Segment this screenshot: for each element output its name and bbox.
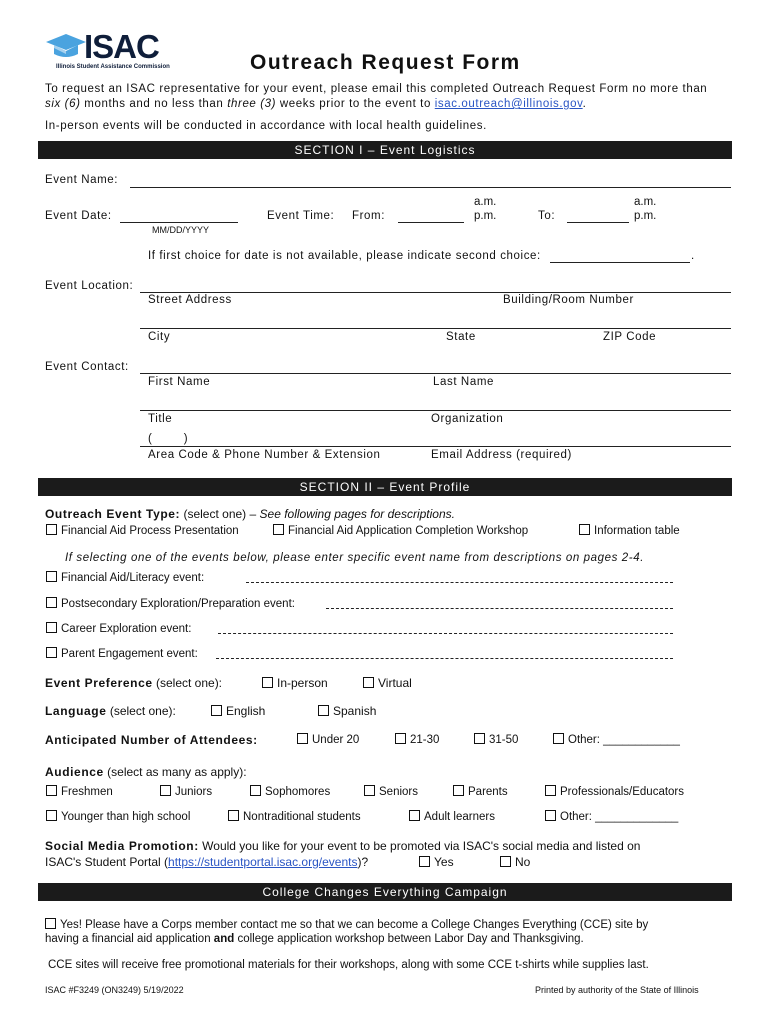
contact-name-field[interactable]	[140, 373, 731, 374]
option-label: Parents	[468, 786, 508, 798]
contact-title-field[interactable]	[140, 410, 731, 411]
intro-line-1: To request an ISAC representative for your event, please email this completed Outreach Request Form no more than	[45, 83, 708, 95]
event-date-label: Event Date:	[45, 210, 112, 222]
event-type-select: (select one) –	[180, 507, 260, 521]
option-label: In-person	[277, 676, 328, 690]
intro-three: three (3)	[227, 98, 277, 110]
option-label: Adult learners	[424, 811, 495, 823]
event-name-4-field[interactable]	[216, 658, 673, 659]
audience-adult[interactable]	[409, 810, 495, 823]
second-choice-label: If first choice for date is not available, please indicate second choice:	[148, 250, 541, 262]
type-option-label: Financial Aid Application Completion Workshop	[288, 525, 529, 537]
attendees-other[interactable]	[553, 733, 680, 746]
checkbox[interactable]	[46, 571, 57, 582]
option-label: Spanish	[333, 704, 377, 718]
option-label: Other: _____________	[560, 811, 679, 823]
option-label: Other: ____________	[568, 734, 680, 746]
checkbox[interactable]	[46, 524, 57, 535]
notice: In-person events will be conducted in accordance with local health guidelines.	[45, 120, 487, 132]
event-type-label: Outreach Event Type:	[45, 507, 181, 521]
audience-professionals[interactable]	[545, 785, 684, 798]
cce-header: College Changes Everything Campaign	[38, 883, 732, 901]
checkbox[interactable]	[46, 647, 57, 658]
social-yes[interactable]	[419, 855, 454, 869]
attendees-label: Anticipated Number of Attendees:	[45, 733, 258, 747]
from-am[interactable]: a.m.	[474, 196, 497, 208]
last-name-label: Last Name	[433, 376, 495, 388]
event-name-field[interactable]	[130, 187, 731, 188]
social-line-1	[45, 839, 640, 853]
option-label: Professionals/Educators	[560, 786, 685, 798]
checkbox[interactable]	[297, 733, 308, 744]
isac-logo	[44, 28, 184, 74]
attendees-31-50[interactable]	[474, 733, 518, 746]
to-label: To:	[538, 210, 556, 222]
from-time-field[interactable]	[398, 222, 464, 223]
option-label: Younger than high school	[61, 811, 191, 823]
checkbox[interactable]	[553, 733, 564, 744]
checkbox[interactable]	[46, 597, 57, 608]
option-label: Freshmen	[61, 786, 113, 798]
social-text-2: ISAC's Student Portal (	[45, 855, 169, 869]
audience-parents[interactable]	[453, 785, 508, 798]
event-option-2[interactable]	[46, 597, 295, 610]
event-name-label: Event Name:	[45, 174, 119, 186]
event-date-field[interactable]	[120, 222, 238, 223]
social-text: Would you like for your event to be promoted via ISAC's social media and listed on	[198, 839, 641, 853]
social-line-2	[45, 855, 368, 869]
second-choice-period: .	[691, 250, 695, 262]
intro-line-2	[45, 98, 586, 110]
checkbox[interactable]	[211, 705, 222, 716]
to-am[interactable]: a.m.	[634, 196, 657, 208]
checkbox[interactable]	[46, 810, 57, 821]
language-spanish[interactable]	[318, 704, 376, 718]
cce-and: and	[213, 933, 235, 945]
audience-sophomores[interactable]	[250, 785, 330, 798]
audience-line	[45, 765, 247, 779]
to-time-field[interactable]	[567, 222, 629, 223]
checkbox[interactable]	[250, 785, 261, 796]
checkbox[interactable]	[474, 733, 485, 744]
cce-text-1[interactable]	[45, 918, 648, 931]
graduation-cap-icon	[44, 32, 88, 62]
form-id: ISAC #F3249 (ON3249) 5/19/2022	[45, 985, 184, 995]
from-label: From:	[352, 210, 386, 222]
checkbox[interactable]	[45, 918, 56, 929]
checkbox[interactable]	[363, 677, 374, 688]
type-option-label: Information table	[594, 525, 680, 537]
checkbox[interactable]	[46, 785, 57, 796]
event-contact-label: Event Contact:	[45, 361, 129, 373]
audience-other[interactable]	[545, 810, 678, 823]
event-time-label: Event Time:	[267, 210, 335, 222]
preference-line	[45, 676, 222, 690]
event-name-2-field[interactable]	[326, 608, 673, 609]
option-label: Nontraditional students	[243, 811, 361, 823]
event-option-1[interactable]	[46, 571, 204, 584]
state-label: State	[446, 331, 476, 343]
section1-header: SECTION I – Event Logistics	[38, 141, 732, 159]
checkbox[interactable]	[262, 677, 273, 688]
event-option-label: Financial Aid/Literacy event:	[61, 572, 205, 584]
option-label: Sophomores	[265, 786, 331, 798]
language-line	[45, 704, 176, 718]
event-option-label: Career Exploration event:	[61, 623, 192, 635]
type-option-label: Financial Aid Process Presentation	[61, 525, 239, 537]
zip-label: ZIP Code	[603, 331, 657, 343]
cce-text: Yes! Please have a Corps member contact me so that we can become a College Changes Everything (CCE) site by	[60, 919, 649, 931]
student-portal-link[interactable]: https://studentportal.isac.org/events	[168, 855, 358, 869]
language-select: (select one):	[106, 704, 176, 718]
preference-select: (select one):	[152, 676, 223, 690]
authority-note: Printed by authority of the State of Illinois	[535, 985, 699, 995]
phone-label: Area Code & Phone Number & Extension	[148, 449, 381, 461]
section2-header: SECTION II – Event Profile	[38, 478, 732, 496]
checkbox[interactable]	[160, 785, 171, 796]
type-option-3[interactable]	[579, 524, 680, 537]
option-label: 21-30	[410, 734, 440, 746]
contact-phone-field[interactable]	[140, 446, 731, 447]
city-label: City	[148, 331, 171, 343]
street-label: Street Address	[148, 294, 232, 306]
event-option-label: Postsecondary Exploration/Preparation event:	[61, 598, 295, 610]
social-no[interactable]	[500, 855, 530, 869]
intro-text-2: weeks prior to the event to	[276, 98, 435, 110]
checkbox[interactable]	[453, 785, 464, 796]
event-option-4[interactable]	[46, 647, 198, 660]
type-option-1[interactable]	[46, 524, 239, 537]
intro-six: six (6)	[45, 98, 81, 110]
attendees-under-20[interactable]	[297, 733, 359, 746]
event-name-1-field[interactable]	[246, 582, 673, 583]
form-title: Outreach Request Form	[250, 51, 521, 74]
checkbox[interactable]	[545, 810, 556, 821]
title-label: Title	[148, 413, 173, 425]
area-code-paren: ( )	[148, 433, 188, 445]
checkbox[interactable]	[364, 785, 375, 796]
logo-text: ISAC	[84, 28, 159, 65]
from-pm[interactable]: p.m.	[474, 210, 497, 222]
building-label: Building/Room Number	[503, 294, 634, 306]
logo-subtext: Illinois Student Assistance Commission	[56, 64, 170, 70]
audience-freshmen[interactable]	[46, 785, 113, 798]
option-label: Yes	[434, 855, 454, 869]
cce-text-3: CCE sites will receive free promotional materials for their workshops, along with some CCE t-shirts while supplies last.	[48, 959, 649, 971]
audience-select: (select as many as apply):	[103, 765, 247, 779]
event-type-line	[45, 507, 455, 521]
location-street-field[interactable]	[140, 292, 731, 293]
checkbox[interactable]	[228, 810, 239, 821]
checkbox[interactable]	[395, 733, 406, 744]
cce-text: having a financial aid application	[45, 933, 214, 945]
if-selecting-note: If selecting one of the events below, please enter specific event name from descriptions on pages 2-4.	[65, 552, 645, 564]
event-name-3-field[interactable]	[218, 633, 673, 634]
social-text-3: )?	[357, 855, 369, 869]
email-label: Email Address (required)	[431, 449, 572, 461]
option-label: Under 20	[312, 734, 360, 746]
to-pm[interactable]: p.m.	[634, 210, 657, 222]
event-option-3[interactable]	[46, 622, 191, 635]
social-label: Social Media Promotion:	[45, 839, 199, 853]
checkbox[interactable]	[545, 785, 556, 796]
checkbox[interactable]	[500, 856, 511, 867]
checkbox[interactable]	[273, 524, 284, 535]
organization-label: Organization	[431, 413, 504, 425]
option-label: 31-50	[489, 734, 519, 746]
audience-nontraditional[interactable]	[228, 810, 361, 823]
second-choice-field[interactable]	[550, 262, 690, 263]
intro-text: months and no less than	[80, 98, 228, 110]
option-label: No	[515, 855, 531, 869]
event-location-label: Event Location:	[45, 280, 134, 292]
type-option-2[interactable]	[273, 524, 528, 537]
cce-text-2	[45, 933, 584, 945]
preference-in-person[interactable]	[262, 676, 328, 690]
audience-juniors[interactable]	[160, 785, 212, 798]
first-name-label: First Name	[148, 376, 211, 388]
language-english[interactable]	[211, 704, 265, 718]
audience-label: Audience	[45, 765, 104, 779]
option-label: Seniors	[379, 786, 418, 798]
language-label: Language	[45, 704, 107, 718]
preference-label: Event Preference	[45, 676, 153, 690]
audience-seniors[interactable]	[364, 785, 418, 798]
audience-younger[interactable]	[46, 810, 190, 823]
email-link[interactable]: isac.outreach@illinois.gov	[434, 98, 583, 110]
checkbox[interactable]	[46, 622, 57, 633]
location-city-field[interactable]	[140, 328, 731, 329]
checkbox[interactable]	[409, 810, 420, 821]
checkbox[interactable]	[419, 856, 430, 867]
option-label: Juniors	[175, 786, 213, 798]
preference-virtual[interactable]	[363, 676, 412, 690]
checkbox[interactable]	[318, 705, 329, 716]
option-label: Virtual	[378, 676, 412, 690]
event-type-see: See following pages for descriptions.	[259, 507, 455, 521]
checkbox[interactable]	[579, 524, 590, 535]
event-option-label: Parent Engagement event:	[61, 648, 198, 660]
intro-period: .	[582, 98, 587, 110]
attendees-21-30[interactable]	[395, 733, 439, 746]
option-label: English	[226, 704, 266, 718]
cce-text: college application workshop between Labor Day and Thanksgiving.	[234, 933, 584, 945]
date-format-hint: MM/DD/YYYY	[152, 225, 210, 235]
